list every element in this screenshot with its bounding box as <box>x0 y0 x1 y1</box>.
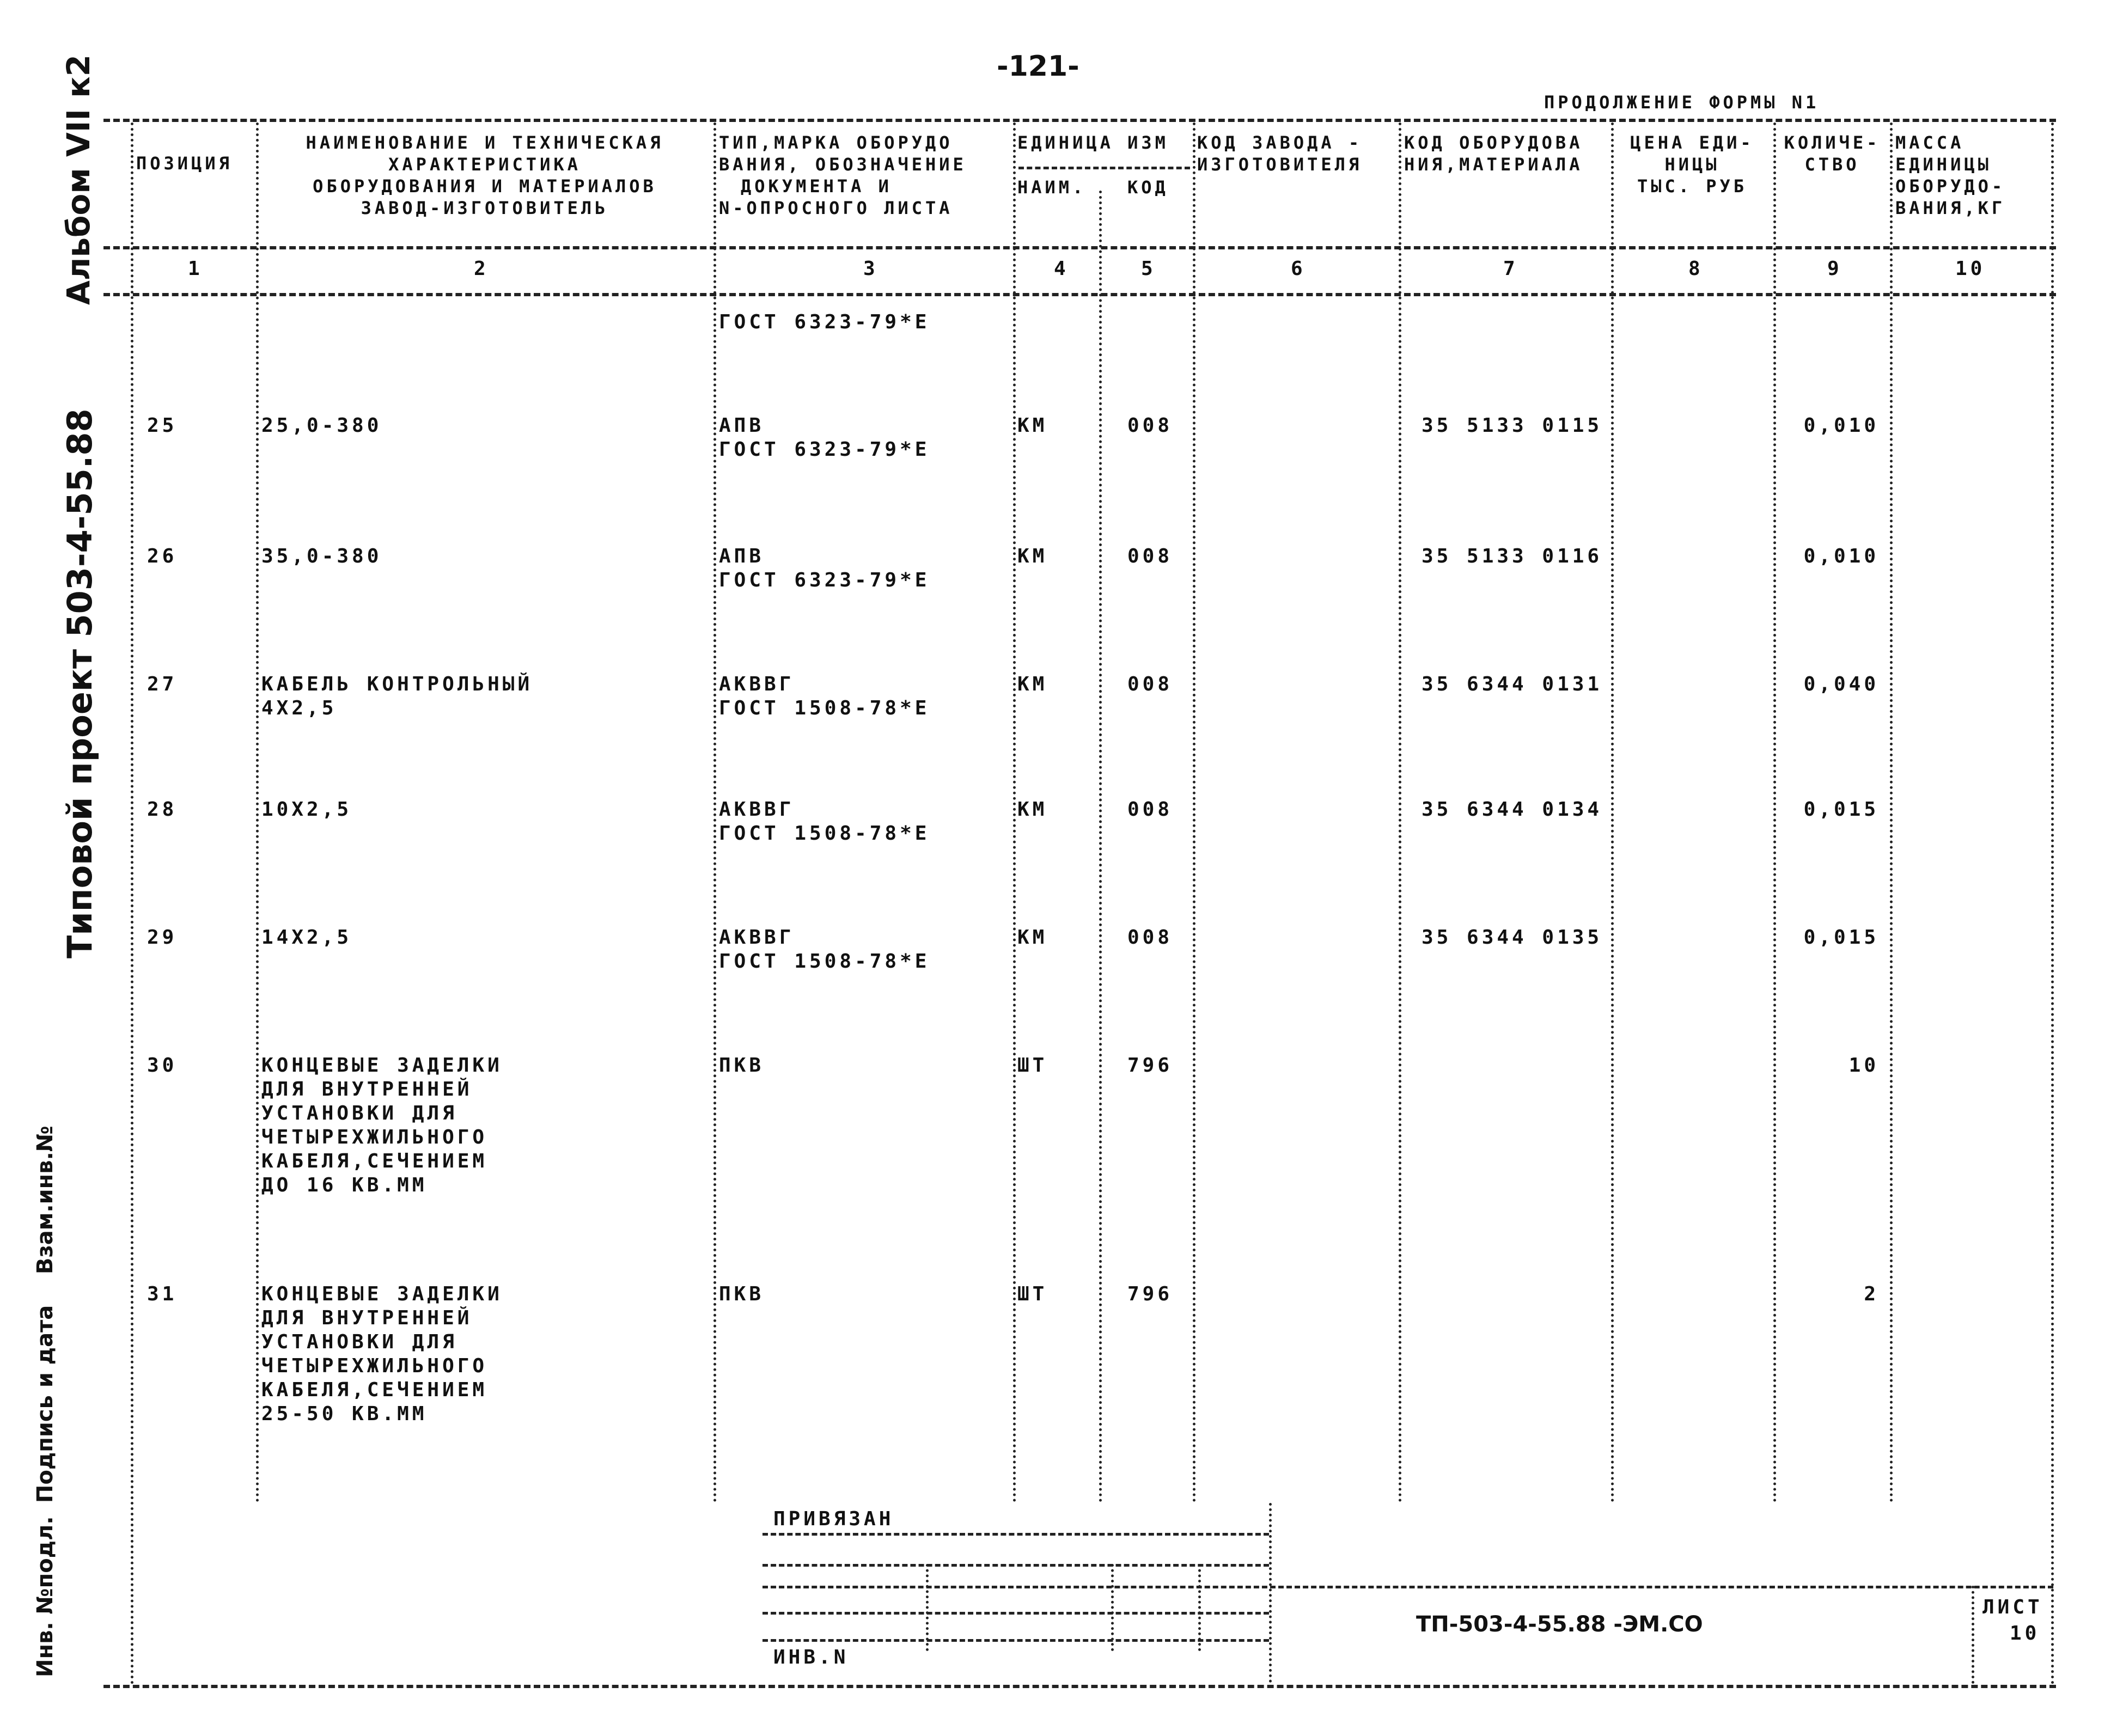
cell-type: АКВВГ <box>719 798 795 821</box>
cell-type: ПКВ <box>719 1283 765 1305</box>
colnum-4: 4 <box>1054 258 1069 280</box>
stamp-sep-2 <box>1111 1564 1114 1651</box>
stamp-rule-4 <box>762 1612 1269 1615</box>
cell-name: 10Х2,5 <box>261 798 352 821</box>
header-unit-code: КОД <box>1127 177 1169 198</box>
cell-type: ПКВ <box>719 1054 765 1077</box>
col-sep-8 <box>1773 123 1776 1503</box>
col-sep-right <box>2051 123 2054 1685</box>
cell-equipment-code: 35 6344 0131 <box>1422 673 1603 695</box>
col-sep-7 <box>1611 123 1614 1503</box>
cell-type: ГОСТ 1508-78*Е <box>719 697 930 719</box>
cell-unit: КМ <box>1017 673 1048 695</box>
cell-quantity: 0,015 <box>1803 926 1879 949</box>
cell-quantity: 0,040 <box>1803 673 1879 695</box>
cell-type: АПВ <box>719 545 765 567</box>
cell-equipment-code: 35 5133 0115 <box>1422 414 1603 437</box>
stamp-inv-n: ИНВ.N <box>773 1646 849 1668</box>
cell-name: КАБЕЛЯ,СЕЧЕНИЕМ <box>261 1379 488 1401</box>
stamp-sep-3 <box>1198 1564 1201 1651</box>
cell-quantity: 10 <box>1849 1054 1879 1077</box>
cell-unit-code: 008 <box>1127 414 1173 437</box>
vzam-inv-label: Взам.инв.№ <box>33 1126 58 1274</box>
colnum-7: 7 <box>1503 258 1518 280</box>
cell-unit: КМ <box>1017 414 1048 437</box>
header-factory-code: КОД ЗАВОДА - ИЗГОТОВИТЕЛЯ <box>1197 132 1363 175</box>
cell-unit-code: 008 <box>1127 798 1173 821</box>
sheet-label: ЛИСТ <box>1982 1596 2043 1618</box>
stamp-privyazan: ПРИВЯЗАН <box>773 1508 894 1530</box>
cell-name: ДО 16 КВ.ММ <box>261 1174 428 1196</box>
colnum-1: 1 <box>188 258 203 280</box>
cell-unit: КМ <box>1017 798 1048 821</box>
inv-podl-label: Инв. №подл. <box>33 1516 58 1677</box>
stamp-rule-3 <box>762 1586 2053 1588</box>
stamp-rule-5 <box>762 1639 1269 1642</box>
col-sep-9 <box>1890 123 1893 1503</box>
cell-name: КОНЦЕВЫЕ ЗАДЕЛКИ <box>261 1283 503 1305</box>
cell-name: КОНЦЕВЫЕ ЗАДЕЛКИ <box>261 1054 503 1077</box>
cell-position: 25 <box>147 414 178 437</box>
cell-quantity: 0,010 <box>1803 545 1879 567</box>
cell-name: УСТАНОВКИ ДЛЯ <box>261 1331 457 1353</box>
header-unit: ЕДИНИЦА ИЗМ <box>1017 132 1169 153</box>
col-sep-5 <box>1193 123 1195 1503</box>
cell-name: ЧЕТЫРЕХЖИЛЬНОГО <box>261 1355 488 1377</box>
cell-name: 25-50 КВ.ММ <box>261 1403 428 1425</box>
cell-type: АКВВГ <box>719 926 795 949</box>
cell-type: АПВ <box>719 414 765 437</box>
header-type: ТИП,МАРКА ОБОРУДО ВАНИЯ, ОБОЗНАЧЕНИЕ ДОКУМЕНТА И N-ОПРОСНОГО ЛИСТА <box>719 132 967 218</box>
cell-type: ГОСТ 6323-79*Е <box>719 311 930 333</box>
header-mass: МАССА ЕДИНИЦЫ ОБОРУДО- ВАНИЯ,КГ <box>1895 132 2006 218</box>
cell-equipment-code: 35 5133 0116 <box>1422 545 1603 567</box>
cell-name: 25,0-380 <box>261 414 382 437</box>
cell-name: 14Х2,5 <box>261 926 352 949</box>
stamp-sep-1 <box>926 1564 929 1651</box>
stamp-sep-5 <box>1972 1586 1974 1684</box>
colnum-2: 2 <box>474 258 489 280</box>
cell-type: ГОСТ 1508-78*Е <box>719 950 930 973</box>
cell-quantity: 0,010 <box>1803 414 1879 437</box>
header-quantity: КОЛИЧЕ- СТВО <box>1784 132 1881 175</box>
cell-name: КАБЕЛЬ КОНТРОЛЬНЫЙ <box>261 673 533 695</box>
rule-top <box>103 119 2056 122</box>
header-equipment-code: КОД ОБОРУДОВА НИЯ,МАТЕРИАЛА <box>1404 132 1583 175</box>
header-unit-name: НАИМ. <box>1017 177 1087 198</box>
header-position: ПОЗИЦИЯ <box>136 153 233 174</box>
cell-type: АКВВГ <box>719 673 795 695</box>
cell-unit-code: 796 <box>1127 1283 1173 1305</box>
cell-name: УСТАНОВКИ ДЛЯ <box>261 1102 457 1124</box>
colnum-5: 5 <box>1141 258 1156 280</box>
header-unit-divider <box>1018 167 1190 169</box>
cell-equipment-code: 35 6344 0134 <box>1422 798 1603 821</box>
rule-bottom <box>103 1685 2056 1688</box>
rule-header-bottom <box>103 246 2056 249</box>
cell-position: 28 <box>147 798 178 821</box>
cell-type: ГОСТ 1508-78*Е <box>719 822 930 845</box>
colnum-3: 3 <box>863 258 879 280</box>
cell-type: ГОСТ 6323-79*Е <box>719 569 930 591</box>
cell-position: 29 <box>147 926 178 949</box>
colnum-6: 6 <box>1291 258 1306 280</box>
album-label: Альбом VII к2 <box>60 54 97 305</box>
colnum-9: 9 <box>1827 258 1843 280</box>
sheet-number: 10 <box>2010 1622 2040 1645</box>
cell-name: ДЛЯ ВНУТРЕННЕЙ <box>261 1078 473 1101</box>
cell-unit-code: 008 <box>1127 673 1173 695</box>
header-price: ЦЕНА ЕДИ- НИЦЫ ТЫС. РУБ <box>1630 132 1754 197</box>
cell-unit-code: 008 <box>1127 545 1173 567</box>
cell-quantity: 2 <box>1864 1283 1879 1305</box>
stamp-sep-4 <box>1269 1503 1272 1683</box>
col-sep-2 <box>713 123 716 1503</box>
cell-name: ЧЕТЫРЕХЖИЛЬНОГО <box>261 1126 488 1148</box>
cell-name: КАБЕЛЯ,СЕЧЕНИЕМ <box>261 1150 488 1172</box>
stamp-rule-1 <box>762 1533 1269 1536</box>
cell-position: 30 <box>147 1054 178 1077</box>
cell-type: ГОСТ 6323-79*Е <box>719 438 930 461</box>
cell-unit: ШТ <box>1017 1054 1048 1077</box>
header-name: НАИМЕНОВАНИЕ И ТЕХНИЧЕСКАЯ ХАРАКТЕРИСТИКА ОБОРУДОВАНИЯ И МАТЕРИАЛОВ ЗАВОД-ИЗГОТОВИТЕЛЬ <box>306 132 664 218</box>
podpis-data-label: Подпись и дата <box>33 1305 58 1503</box>
col-sep-left <box>131 123 133 1685</box>
col-sep-4 <box>1099 191 1102 1503</box>
cell-unit: ШТ <box>1017 1283 1048 1305</box>
cell-unit-code: 008 <box>1127 926 1173 949</box>
colnum-10: 10 <box>1955 258 1986 280</box>
col-sep-6 <box>1399 123 1401 1503</box>
rule-colnums-bottom <box>103 293 2056 296</box>
project-label: Типовой проект 503-4-55.88 <box>60 408 100 958</box>
cell-position: 26 <box>147 545 178 567</box>
cell-name: 35,0-380 <box>261 545 382 567</box>
page-number: -121- <box>997 50 1079 83</box>
cell-position: 27 <box>147 673 178 695</box>
stamp-rule-2 <box>762 1564 1269 1567</box>
cell-name: 4Х2,5 <box>261 697 337 719</box>
cell-unit: КМ <box>1017 926 1048 949</box>
cell-unit-code: 796 <box>1127 1054 1173 1077</box>
cell-unit: КМ <box>1017 545 1048 567</box>
cell-position: 31 <box>147 1283 178 1305</box>
document-code: ТП-503-4-55.88 -ЭМ.СО <box>1416 1612 1703 1637</box>
form-continuation: ПРОДОЛЖЕНИЕ ФОРМЫ N1 <box>1544 92 1820 113</box>
cell-name: ДЛЯ ВНУТРЕННЕЙ <box>261 1307 473 1329</box>
cell-equipment-code: 35 6344 0135 <box>1422 926 1603 949</box>
cell-quantity: 0,015 <box>1803 798 1879 821</box>
col-sep-1 <box>256 123 259 1503</box>
colnum-8: 8 <box>1688 258 1704 280</box>
col-sep-3 <box>1013 123 1016 1503</box>
